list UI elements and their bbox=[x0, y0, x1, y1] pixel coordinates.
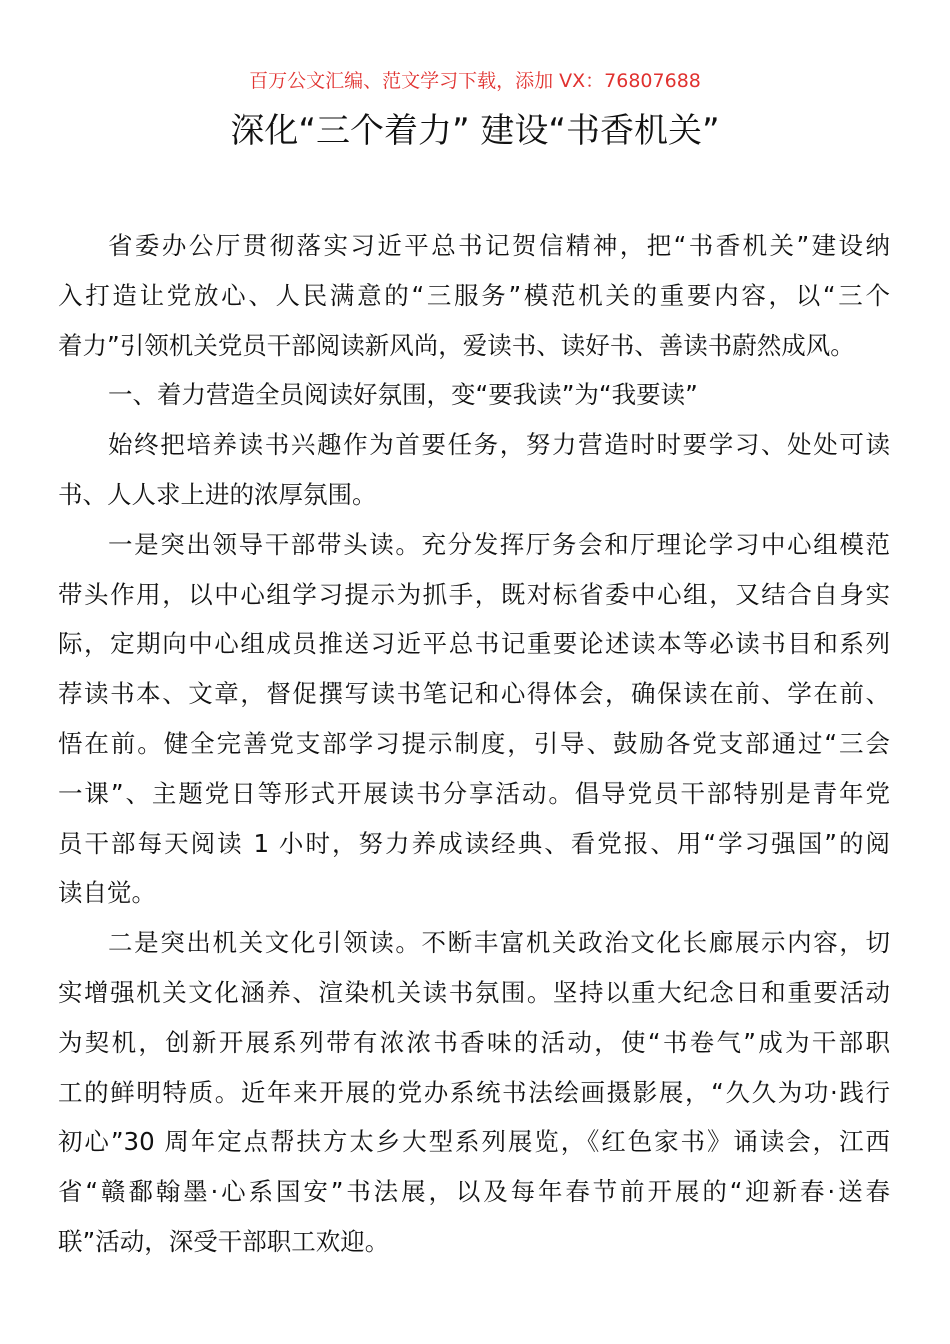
paragraph-line: 着力”引领机关党员干部阅读新风尚，爱读书、读好书、善读书蔚然成风。 bbox=[58, 330, 855, 360]
paragraph-line: 书、人人求上进的浓厚氛围。 bbox=[58, 479, 377, 509]
paragraph-line: 员干部每天阅读 1 小时，努力养成读经典、看党报、用“学习强国”的阅 bbox=[58, 828, 890, 858]
paragraph-line: 入打造让党放心、人民满意的“三服务”模范机关的重要内容，以“三个 bbox=[58, 280, 890, 310]
document-title: 深化“三个着力” 建设“书香机关” bbox=[230, 111, 720, 151]
paragraph bbox=[58, 420, 890, 520]
paragraph-line: 带头作用，以中心组学习提示为抓手，既对标省委中心组，又结合自身实 bbox=[58, 579, 890, 609]
paragraph-line: 荐读书本、文章，督促撰写读书笔记和心得体会，确保读在前、学在前、 bbox=[58, 679, 890, 709]
paragraph bbox=[58, 370, 890, 420]
paragraph-line: 为契机，创新开展系列带有浓浓书香味的活动，使“书卷气”成为干部职 bbox=[58, 1027, 890, 1057]
paragraph bbox=[58, 520, 890, 918]
paragraph-line: 一是突出领导干部带头读。充分发挥厅务会和厅理论学习中心组模范 bbox=[108, 529, 890, 559]
watermark-header: 百万公文汇编、范文学习下载，添加 VX：76807688 bbox=[249, 70, 701, 92]
paragraph-line: 省委办公厅贯彻落实习近平总书记贺信精神，把“书香机关”建设纳 bbox=[108, 231, 890, 260]
paragraph-line: 一、着力营造全员阅读好氛围，变“要我读”为“我要读” bbox=[108, 380, 698, 410]
paragraph-line: 始终把培养读书兴趣作为首要任务，努力营造时时要学习、处处可读 bbox=[108, 430, 890, 460]
paragraph-line: 悟在前。健全完善党支部学习提示制度，引导、鼓励各党支部通过“三会 bbox=[58, 728, 890, 758]
document-body bbox=[58, 221, 890, 1267]
paragraph-line: 初心”30 周年定点帮扶方太乡大型系列展览，《红色家书》诵读会，江西 bbox=[58, 1127, 890, 1157]
paragraph-line: 际，定期向中心组成员推送习近平总书记重要论述读本等必读书目和系列 bbox=[58, 629, 890, 659]
paragraph-line: 实增强机关文化涵养、渲染机关读书氛围。坚持以重大纪念日和重要活动 bbox=[58, 977, 890, 1007]
paragraph bbox=[58, 918, 890, 1267]
paragraph-line: 省“赣鄱翰墨·心系国安”书法展，以及每年春节前开展的“迎新春·送春 bbox=[58, 1177, 890, 1207]
paragraph-line: 工的鲜明特质。近年来开展的党办系统书法绘画摄影展，“久久为功·践行 bbox=[58, 1077, 890, 1107]
paragraph-line: 二是突出机关文化引领读。不断丰富机关政治文化长廊展示内容，切 bbox=[108, 928, 890, 958]
paragraph-line: 读自觉。 bbox=[58, 878, 156, 908]
paragraph bbox=[58, 221, 890, 370]
paragraph-line: 联”活动，深受干部职工欢迎。 bbox=[58, 1226, 390, 1256]
paragraph-line: 一课”、主题党日等形式开展读书分享活动。倡导党员干部特别是青年党 bbox=[58, 778, 890, 808]
